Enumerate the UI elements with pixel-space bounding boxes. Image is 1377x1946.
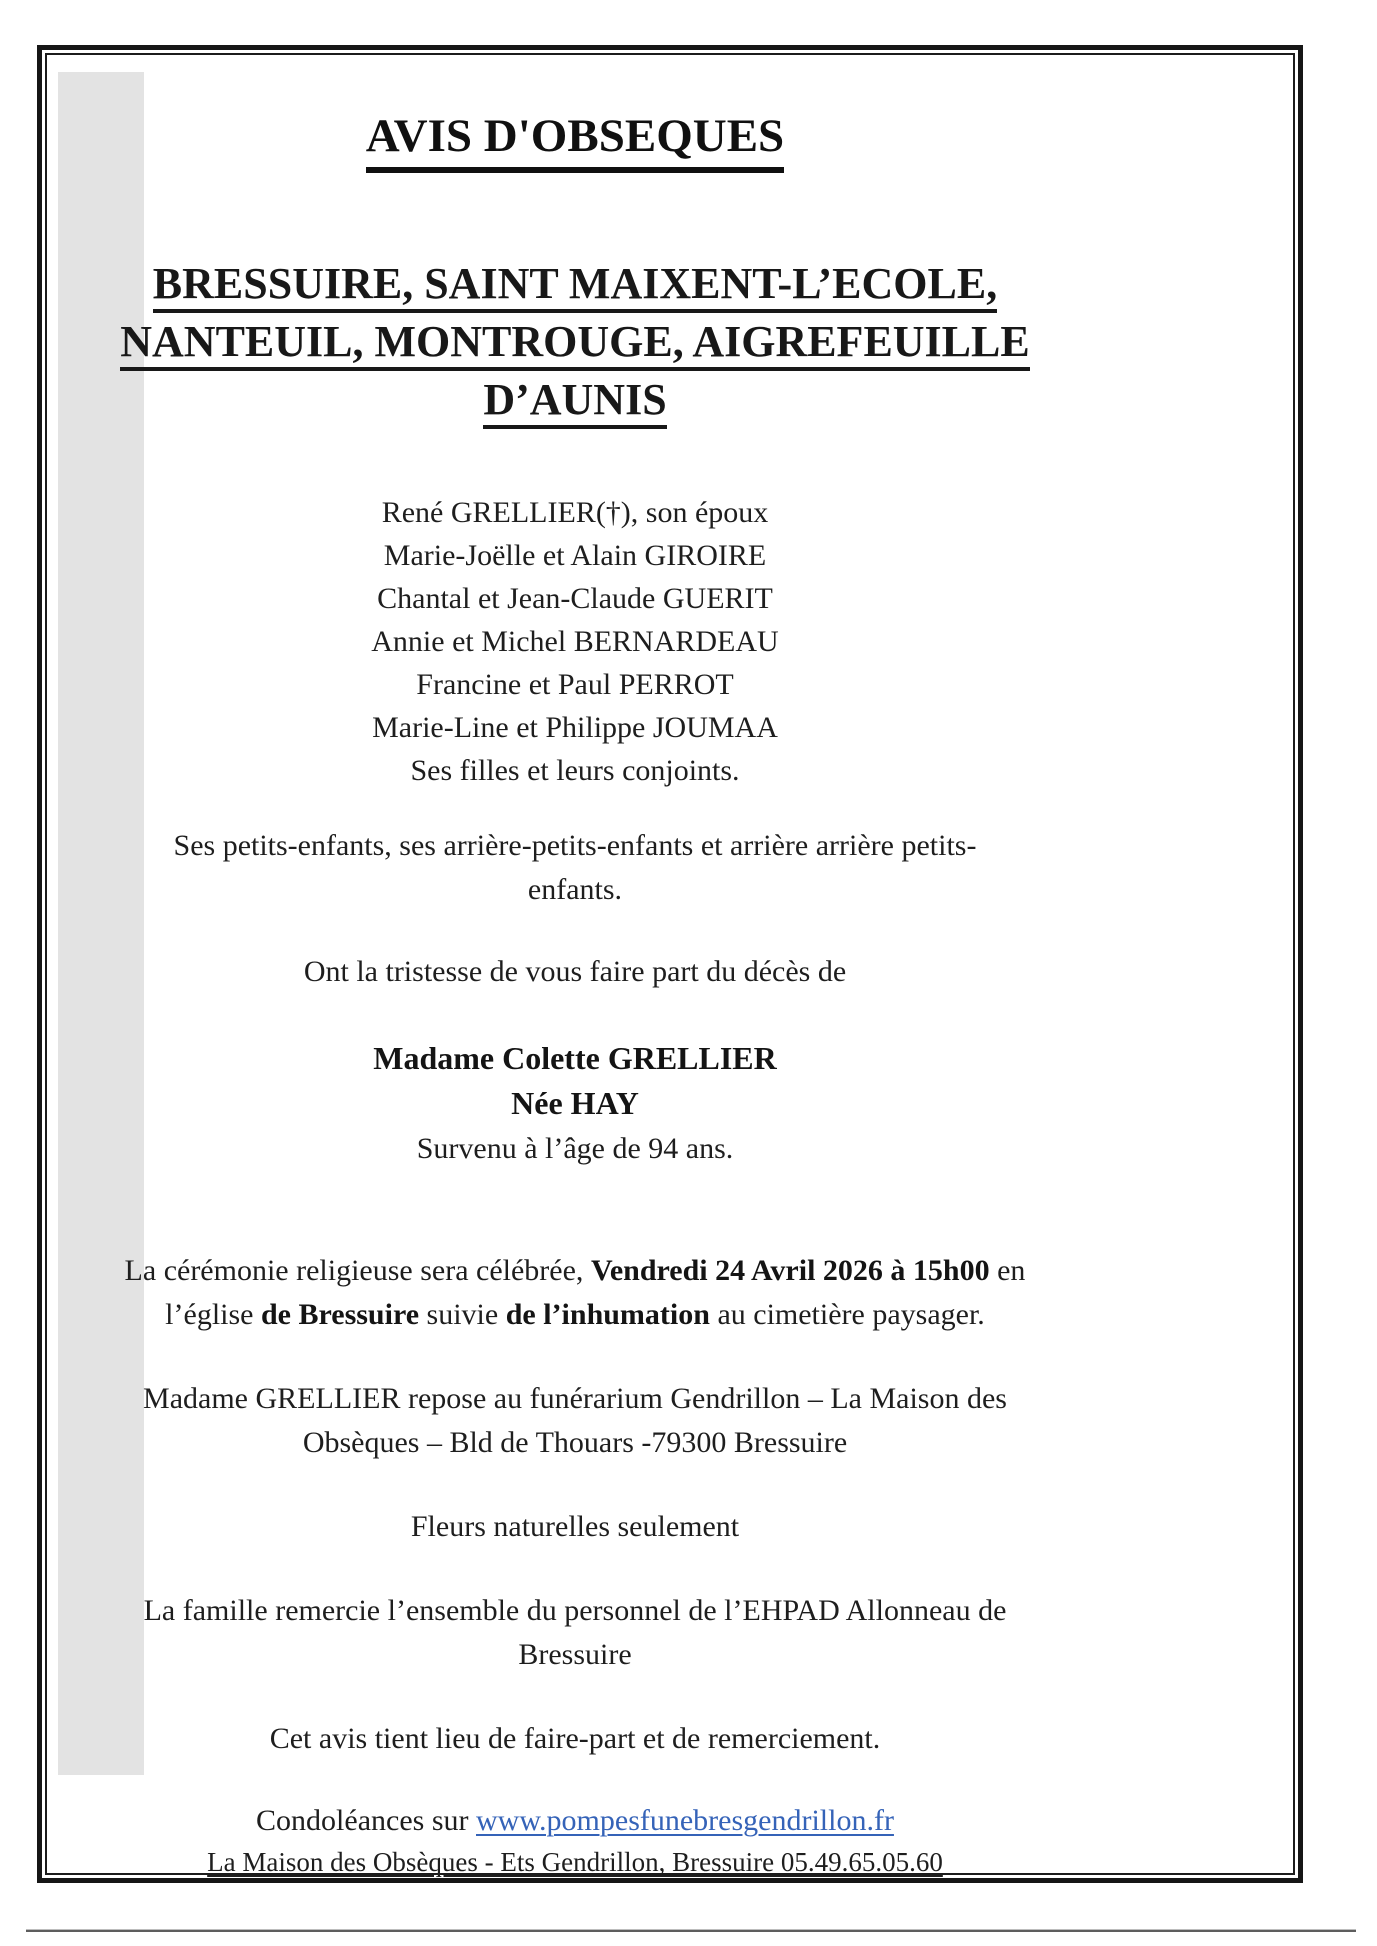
announcement-line: Ont la tristesse de vous faire part du décès de [303,955,847,988]
family-line: René GRELLIER(†), son époux [381,496,769,529]
city-line: BRESSUIRE, SAINT MAIXENT-L’ECOLE, [95,255,1055,313]
paragraph-line: Obsèques – Bld de Thouars -79300 Bressuire [302,1426,848,1459]
paragraph-line: La famille remercie l’ensemble du personnel de l’EHPAD Allonneau de [143,1594,1007,1627]
city-line: NANTEUIL, MONTROUGE, AIGREFEUILLE [95,313,1055,371]
thanks-paragraph [95,1589,1055,1677]
paragraph-line: enfants. [527,873,623,906]
family-list [95,491,1055,792]
deceased-name: Madame Colette GRELLIER [373,1040,777,1076]
paragraph-line: La cérémonie religieuse sera célébrée, Vendredi 24 Avril 2026 à 15h00 en [124,1254,1026,1287]
family-line: Francine et Paul PERROT [416,668,734,701]
deceased-block [95,1036,1055,1171]
condolences-line [95,1799,1055,1843]
maiden-name: Née HAY [511,1085,639,1121]
condolences-prefix: Condoléances sur [256,1804,476,1837]
family-line: Chantal et Jean-Claude GUERIT [377,582,773,615]
notice-content [95,52,1055,1879]
ceremony-paragraph [95,1249,1055,1337]
city-line: D’AUNIS [95,371,1055,429]
age-line: Survenu à l’âge de 94 ans. [416,1132,734,1165]
notice-title: AVIS D'OBSEQUES [95,108,1055,173]
family-line: Ses filles et leurs conjoints. [410,754,740,787]
paragraph-line: Madame GRELLIER repose au funérarium Gendrillon – La Maison des [143,1382,1007,1415]
paragraph-line: Ses petits-enfants, ses arrière-petits-enfants et arrière arrière petits- [173,829,977,862]
flowers-line: Fleurs naturelles seulement [410,1510,740,1543]
closing-line: Cet avis tient lieu de faire-part et de remerciement. [269,1722,881,1755]
family-line: Marie-Joëlle et Alain GIROIRE [383,539,767,572]
paragraph-line: Bressuire [518,1638,632,1671]
grandchildren-paragraph [95,824,1055,912]
footer-line: La Maison des Obsèques - Ets Gendrillon, Bressuire 05.49.65.05.60 [207,1847,943,1877]
family-line: Annie et Michel BERNARDEAU [371,625,779,658]
page-bottom-edge-line [26,1929,1356,1932]
paragraph-line: l’église de Bressuire suivie de l’inhumation au cimetière paysager. [165,1298,985,1331]
cities-heading [95,255,1055,429]
repose-paragraph [95,1377,1055,1465]
condolences-link[interactable]: www.pompesfunebresgendrillon.fr [476,1804,894,1837]
family-line: Marie-Line et Philippe JOUMAA [372,711,778,744]
